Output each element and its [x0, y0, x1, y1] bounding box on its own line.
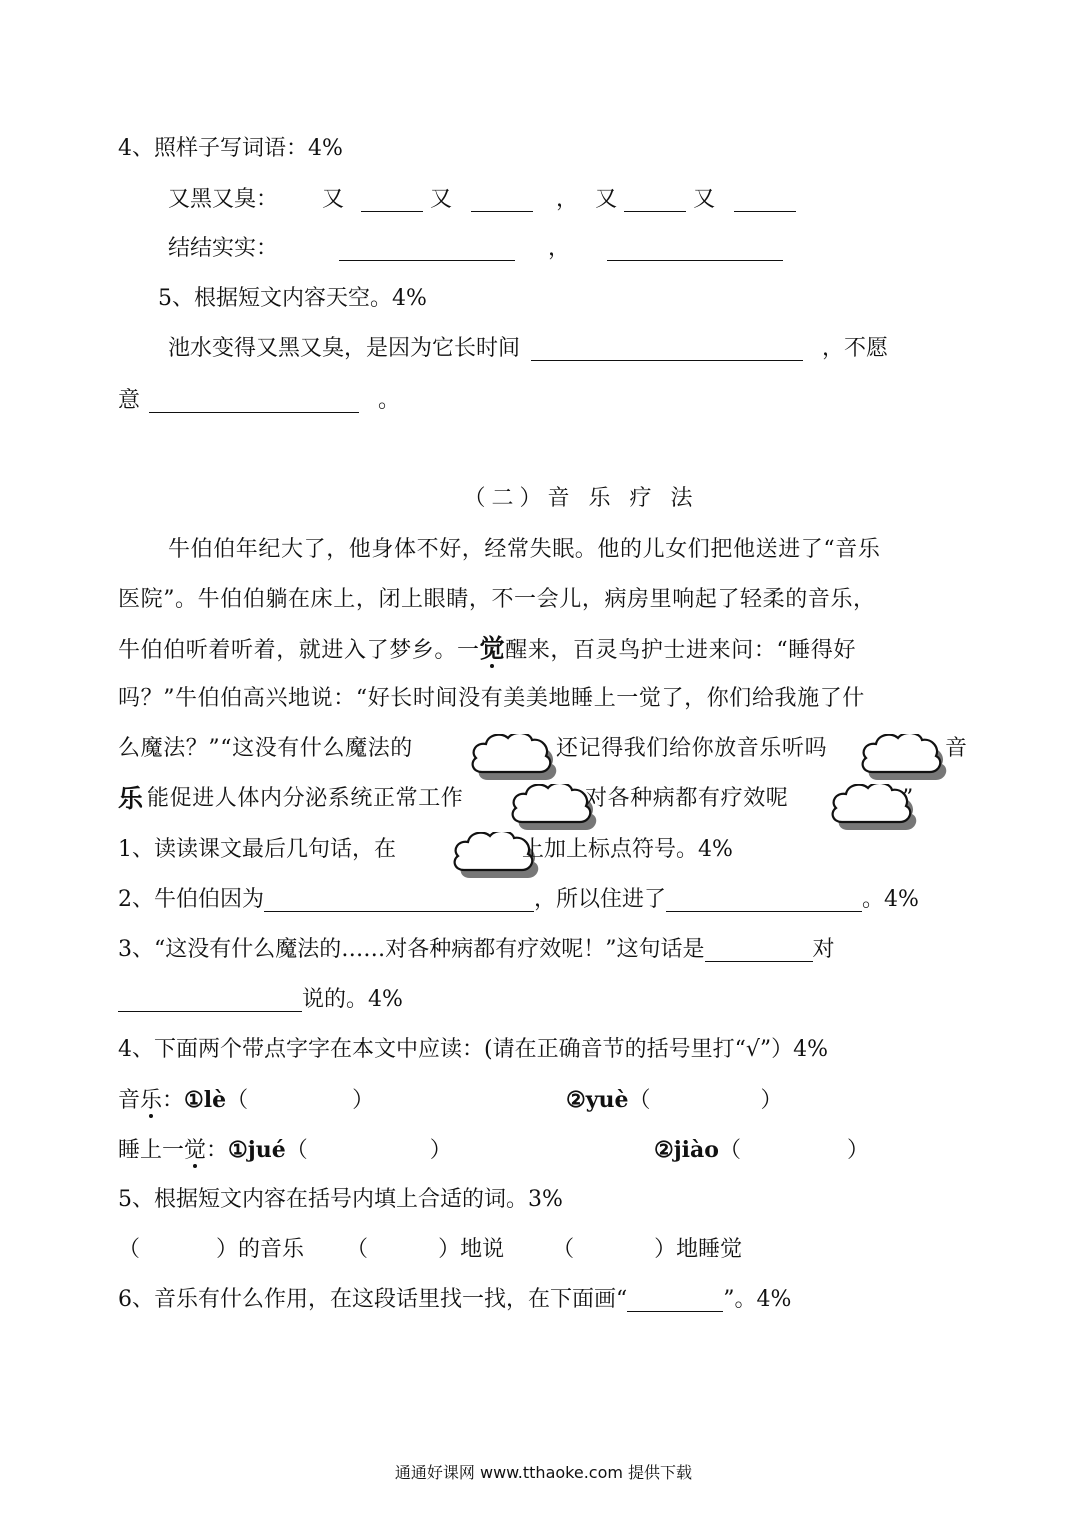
question-1: 1、读读课文最后几句话，在 — [118, 837, 396, 862]
q5-blanks: （ ）的音乐 （ ）地说 （ ）地睡觉 — [118, 1237, 743, 1262]
question-1-suffix: 上加上标点符号。4% — [522, 837, 733, 862]
question-2: 2、牛伯伯因为 ，所以住进了 。4% — [118, 887, 919, 912]
question-5-heading: 5、根据短文内容天空。4% — [158, 286, 427, 311]
answer-blank[interactable] — [531, 338, 803, 361]
passage-line: 医院”。牛伯伯躺在床上，闭上眼睛，不一会儿，病房里响起了轻柔的音乐， — [118, 587, 876, 612]
passage-line: 吗？”牛伯伯高兴地说：“好长时间没有美美地睡上一觉了，你们给我施了什 — [118, 686, 865, 711]
passage-line: 牛伯伯听着听着，就进入了梦乡。一觉醒来，百灵鸟护士进来问：“睡得好 — [118, 634, 857, 663]
answer-blank[interactable] — [118, 989, 302, 1012]
answer-blank[interactable] — [627, 1289, 723, 1312]
answer-blank[interactable] — [607, 238, 783, 261]
dotted-char: 觉 — [479, 634, 506, 663]
answer-blank[interactable] — [734, 189, 796, 212]
q4-row1: 又黑又臭： 又 又 ， 又 又 — [168, 185, 796, 215]
pinyin-option: ②jiào — [654, 1137, 719, 1163]
passage-line: 还记得我们给你放音乐听吗 — [556, 736, 828, 761]
answer-blank[interactable] — [471, 189, 533, 212]
passage-char-large: 乐 — [118, 784, 144, 813]
answer-blank[interactable] — [624, 189, 686, 212]
answer-blank[interactable] — [264, 889, 534, 912]
cloud-blank-icon[interactable] — [470, 734, 562, 782]
q4-row2: 结结实实： ， — [168, 234, 783, 264]
answer-blank[interactable] — [149, 390, 359, 413]
question-5: 5、根据短文内容在括号内填上合适的词。3% — [118, 1187, 563, 1212]
question-6: 6、音乐有什么作用，在这段话里找一找，在下面画“ ”。4% — [118, 1287, 792, 1312]
q4-row1: 音乐：①lè（ ） — [118, 1087, 375, 1113]
passage-line: 对各种病都有疗效呢 — [585, 786, 789, 811]
question-3: 3、“这没有什么魔法的……对各种病都有疗效呢！”这句话是 对 — [118, 937, 835, 962]
footer-credit: 通通好课网 www.tthaoke.com 提供下载 — [394, 1463, 693, 1482]
q4-row2-opt2: ②jiào（ ） — [654, 1137, 869, 1163]
passage-line: 能促进人体内分泌系统正常工作 — [147, 786, 464, 811]
answer-blank[interactable] — [666, 889, 862, 912]
passage-line: 音 — [945, 736, 968, 761]
answer-blank[interactable] — [361, 189, 423, 212]
passage-line: 牛伯伯年纪大了，他身体不好，经常失眠。他的儿女们把他送进了“音乐 — [168, 537, 881, 562]
q4-row2-label: 结结实实： — [168, 236, 279, 261]
answer-blank[interactable] — [705, 939, 813, 962]
pinyin-option: ①jué — [228, 1137, 286, 1163]
pinyin-option: ②yuè — [566, 1087, 629, 1113]
q5-line1: 池水变得又黑又臭，是因为它长时间 ，不愿 — [168, 336, 889, 361]
q5-line2: 意 。 — [118, 388, 401, 413]
section-title: （二）音 乐 疗 法 — [463, 486, 699, 511]
question-4-heading: 4、照样子写词语：4% — [118, 136, 343, 161]
question-3-cont: 说的。4% — [118, 985, 403, 1015]
q4-row1-label: 又黑又臭： — [168, 187, 279, 212]
answer-blank[interactable] — [339, 238, 515, 261]
pinyin-option: ①lè — [184, 1087, 227, 1113]
q4-row2: 睡上一觉：①jué（ ） — [118, 1137, 452, 1163]
passage-line: ” — [902, 786, 914, 811]
question-4: 4、下面两个带点字字在本文中应读：(请在正确音节的括号里打“√”）4% — [118, 1037, 828, 1062]
cloud-blank-icon[interactable] — [860, 734, 952, 782]
passage-line: 么魔法？”“这没有什么魔法的 — [118, 736, 413, 761]
q4-row1-opt2: ②yuè（ ） — [566, 1087, 783, 1113]
